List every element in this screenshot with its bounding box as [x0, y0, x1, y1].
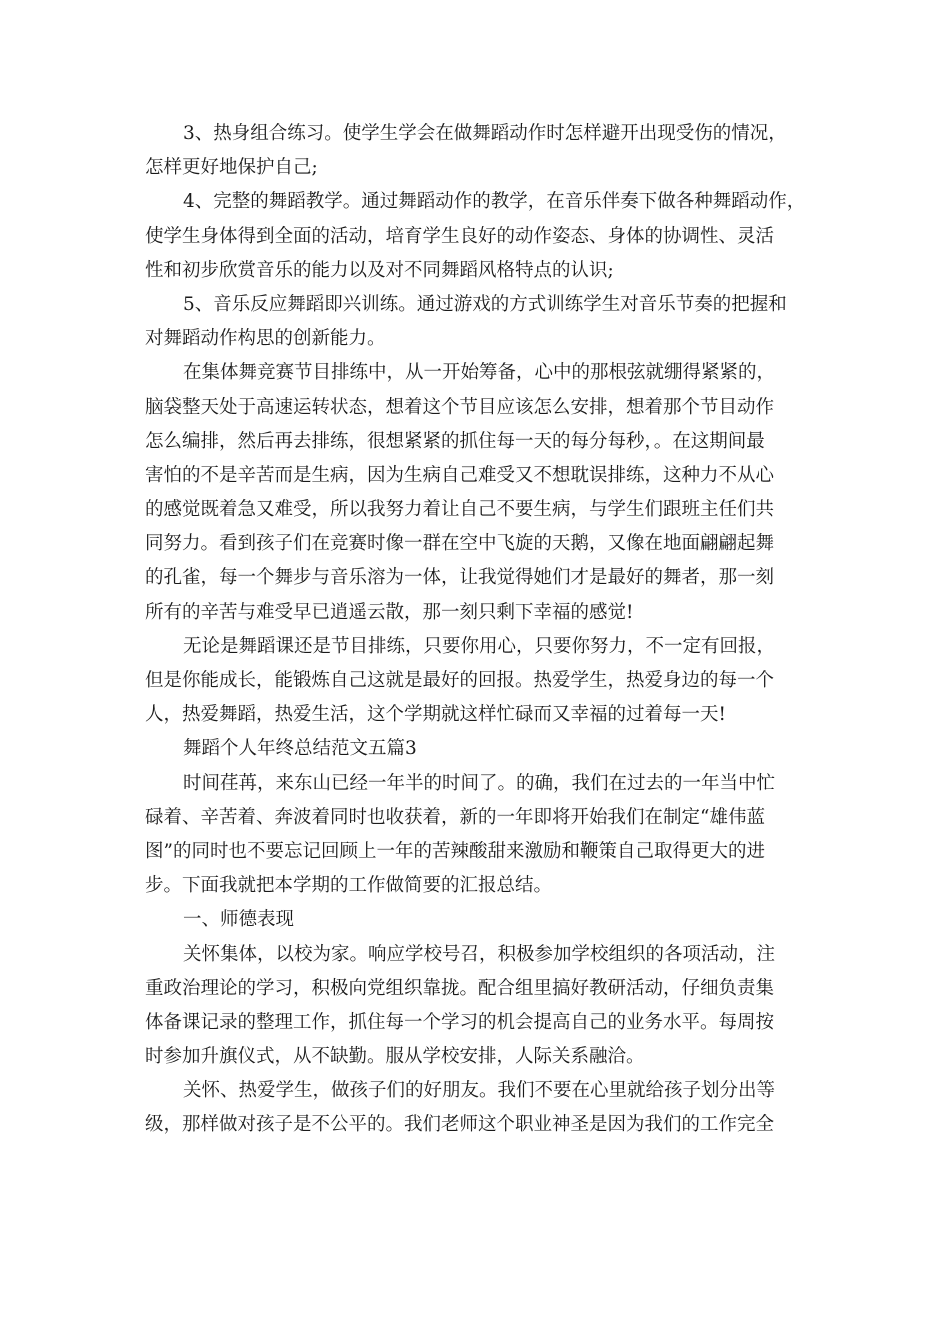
text-line: 怎样更好地保护自己; [145, 157, 318, 179]
text-line: 同努力。看到孩子们在竞赛时像一群在空中飞旋的天鹅，又像在地面翩翩起舞 [145, 533, 775, 555]
text-line: 无论是舞蹈课还是节目排练，只要你用心，只要你努力，不一定有回报， [183, 635, 776, 657]
text-line: 关怀、热爱学生，做孩子们的好朋友。我们不要在心里就给孩子划分出等 [183, 1080, 776, 1102]
text-line: 的孔雀，每一个舞步与音乐溶为一体，让我觉得她们才是最好的舞者，那一刻 [145, 567, 775, 589]
text-line: 对舞蹈动作构思的创新能力。 [145, 328, 386, 350]
document-body [145, 117, 815, 1143]
text-line: 关怀集体，以校为家。响应学校号召，积极参加学校组织的各项活动，注 [183, 943, 776, 965]
text-line: 步。下面我就把本学期的工作做简要的汇报总结。 [145, 875, 553, 897]
text-line: 所有的辛苦与难受早已逍遥云散，那一刻只剩下幸福的感觉! [145, 601, 634, 623]
text-line: 5、音乐反应舞蹈即兴训练。通过游戏的方式训练学生对音乐节奏的把握和 [183, 293, 787, 315]
text-line: 图”的同时也不要忘记回顾上一年的苦辣酸甜来激励和鞭策自己取得更大的进 [145, 840, 765, 862]
text-line: 人，热爱舞蹈，热爱生活，这个学期就这样忙碌而又幸福的过着每一天! [145, 704, 726, 726]
text-line: 重政治理论的学习，积极向党组织靠拢。配合组里搞好教研活动，仔细负责集 [145, 977, 775, 999]
text-line: 体备课记录的整理工作，抓住每一个学习的机会提高自己的业务水平。每周按 [145, 1011, 775, 1033]
text-line: 怎么编排，然后再去排练，很想紧紧的抓住每一天的每分每秒，。在这期间最 [145, 430, 765, 452]
text-line: 的感觉既着急又难受，所以我努力着让自己不要生病，与学生们跟班主任们共 [145, 499, 775, 521]
text-line: 时参加升旗仪式，从不缺勤。服从学校安排，人际关系融洽。 [145, 1046, 645, 1068]
text-line: 舞蹈个人年终总结范文五篇3 [183, 738, 417, 760]
text-line: 3、热身组合练习。使学生学会在做舞蹈动作时怎样避开出现受伤的情况， [183, 123, 787, 144]
text-line: 性和初步欣赏音乐的能力以及对不同舞蹈风格特点的认识; [145, 259, 614, 281]
text-line: 时间荏苒，来东山已经一年半的时间了。的确，我们在过去的一年当中忙 [183, 772, 776, 794]
text-line: 但是你能成长，能锻炼自己这就是最好的回报。热爱学生，热爱身边的每一个 [145, 670, 775, 691]
text-line: 4、完整的舞蹈教学。通过舞蹈动作的教学，在音乐伴奏下做各种舞蹈动作， [183, 191, 806, 213]
text-line: 在集体舞竞赛节目排练中，从一开始筹备，心中的那根弦就绷得紧紧的， [183, 362, 776, 384]
text-line: 害怕的不是辛苦而是生病，因为生病自己难受又不想耽误排练，这种力不从心 [145, 464, 775, 486]
text-line: 使学生身体得到全面的活动，培育学生良好的动作姿态、身体的协调性、灵活 [145, 225, 775, 247]
text-line: 级，那样做对孩子是不公平的。我们老师这个职业神圣是因为我们的工作完全 [145, 1114, 775, 1136]
text-line: 碌着、辛苦着、奔波着同时也收获着，新的一年即将开始我们在制定“雄伟蓝 [145, 806, 765, 828]
text-line: 一、师德表现 [183, 909, 295, 931]
text-line: 脑袋整天处于高速运转状态，想着这个节目应该怎么安排，想着那个节目动作 [145, 396, 775, 418]
